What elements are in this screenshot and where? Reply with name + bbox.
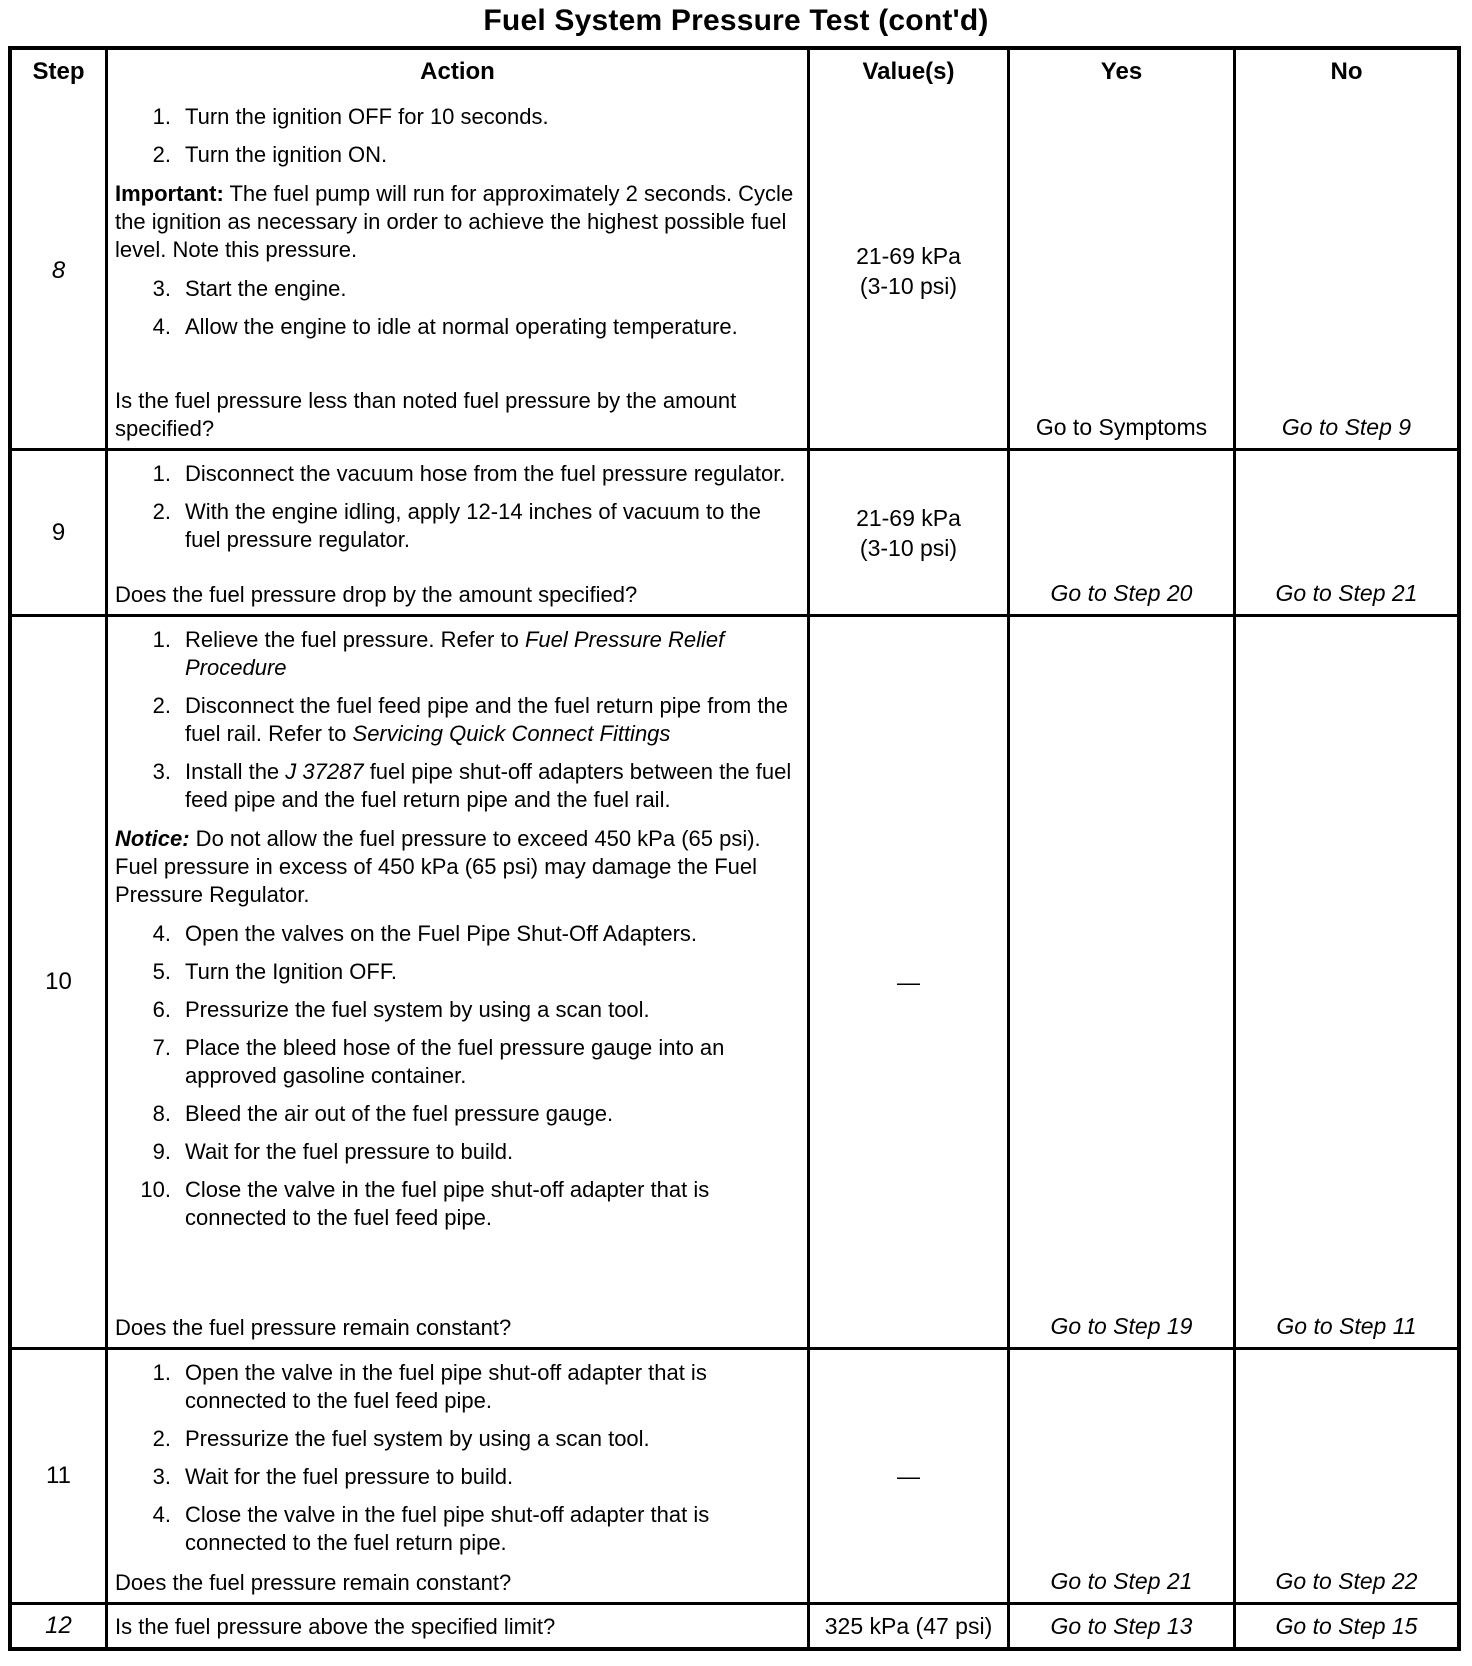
value-cell	[807, 617, 1007, 1347]
text-run: Is the fuel pressure less than noted fuel pressure by the amount specified?	[115, 388, 737, 441]
list-item-text	[185, 1463, 801, 1491]
no-cell	[1233, 1605, 1457, 1647]
value-line: (3-10 psi)	[859, 534, 958, 561]
list-item-text	[185, 920, 801, 948]
action-list-item	[113, 275, 801, 303]
list-item-text	[185, 1176, 801, 1232]
list-item-text	[185, 498, 801, 554]
action-cell	[105, 617, 807, 1347]
list-item-text	[185, 996, 801, 1024]
text-run: Pressurize the fuel system by using a scan tool.	[185, 1426, 650, 1451]
table-row	[12, 614, 1457, 1347]
list-item-text	[185, 1034, 801, 1090]
no-cell	[1233, 617, 1457, 1347]
goto-text: Go to Step 19	[1050, 1313, 1193, 1339]
list-item-text	[185, 1100, 801, 1128]
goto-text: Go to Step 15	[1275, 1613, 1418, 1639]
text-run: With the engine idling, apply 12-14 inches of vacuum to the fuel pressure regulator.	[185, 499, 762, 552]
text-run: Start the engine.	[185, 276, 347, 301]
list-item-text	[185, 103, 801, 131]
action-list-item	[113, 1034, 801, 1090]
action-list-item	[113, 920, 801, 948]
action-list-item	[113, 1501, 801, 1557]
value-cell	[807, 451, 1007, 614]
action-list-item	[113, 1176, 801, 1232]
value-line: 21-69 kPa	[856, 243, 961, 269]
action-question	[113, 579, 801, 611]
action-list-item	[113, 758, 801, 814]
action-list-item	[113, 498, 801, 554]
list-item-text	[185, 626, 801, 682]
table-row	[12, 1347, 1457, 1602]
text-run: Pressurize the fuel system by using a scan tool.	[185, 997, 650, 1022]
list-item-text	[185, 460, 801, 488]
action-cell	[105, 94, 807, 448]
list-item-number: 3.	[152, 276, 171, 301]
text-run: Open the valve in the fuel pipe shut-off adapter that is connected to the fuel feed pipe.	[185, 1360, 707, 1413]
table-header-row	[12, 50, 1457, 94]
list-item-text	[185, 1138, 801, 1166]
list-item-text	[185, 1425, 801, 1453]
list-item-number: 1.	[152, 104, 171, 129]
action-list-item	[113, 141, 801, 169]
yes-cell	[1007, 617, 1233, 1347]
text-run: Open the valves on the Fuel Pipe Shut-Off Adapters.	[185, 921, 698, 946]
list-item-number: 2.	[152, 142, 171, 167]
pressure-test-table	[8, 46, 1461, 1651]
value-line: 21-69 kPa	[856, 504, 961, 531]
text-run: Notice:	[115, 826, 190, 851]
action-list-item	[113, 1100, 801, 1128]
table-row	[12, 448, 1457, 614]
value-cell	[807, 94, 1007, 448]
text-run: Does the fuel pressure remain constant?	[115, 1315, 512, 1340]
text-run: Install the	[185, 759, 286, 784]
action-list-item	[113, 1463, 801, 1491]
list-item-number: 4.	[152, 314, 171, 339]
list-item-number: 5.	[152, 959, 171, 984]
list-item-number: 2.	[152, 499, 171, 524]
list-item-number: 1.	[152, 461, 171, 486]
step-cell: 10	[45, 968, 72, 995]
text-run: J 37287	[285, 759, 364, 784]
text-run: Wait for the fuel pressure to build.	[185, 1139, 514, 1164]
column-header-action: Action	[105, 50, 807, 94]
table-body	[12, 94, 1457, 1647]
step-cell: 9	[51, 518, 66, 546]
action-list-item	[113, 1138, 801, 1166]
goto-text: Go to Step 11	[1276, 1313, 1417, 1339]
goto-text: Go to Step 21	[1050, 1568, 1193, 1594]
action-list-item	[113, 626, 801, 682]
list-item-text	[185, 1501, 801, 1557]
text-run: Does the fuel pressure remain constant?	[115, 1570, 512, 1595]
action-paragraph	[113, 825, 801, 909]
action-list-item	[113, 460, 801, 488]
no-cell	[1233, 1350, 1457, 1602]
text-run: Fuel Pressure Relief Procedure	[185, 627, 725, 680]
action-list-item	[113, 996, 801, 1024]
action-question	[113, 1611, 801, 1643]
goto-text: Go to Symptoms	[1035, 414, 1208, 440]
list-item-text	[185, 141, 801, 169]
text-run: Turn the ignition ON.	[185, 142, 388, 167]
text-run: Important:	[115, 181, 224, 206]
yes-cell	[1007, 451, 1233, 614]
column-header-yes: Yes	[1007, 50, 1233, 94]
action-list-item	[113, 692, 801, 748]
text-run: Servicing Quick Connect Fittings	[352, 721, 671, 746]
value-line: (3-10 psi)	[859, 273, 958, 299]
action-list-item	[113, 1425, 801, 1453]
text-run: Bleed the air out of the fuel pressure gauge.	[185, 1101, 614, 1126]
value-line: —	[897, 1463, 920, 1489]
list-item-number: 1.	[152, 627, 171, 652]
goto-text: Go to Step 21	[1275, 580, 1418, 606]
value-line: —	[897, 969, 920, 995]
goto-text: Go to Step 13	[1050, 1613, 1193, 1639]
text-run: Disconnect the fuel feed pipe and the fuel return pipe from the fuel rail. Refer to	[185, 693, 788, 746]
action-list-item	[113, 103, 801, 131]
text-run: fuel pipe shut-off adapters between the fuel feed pipe and the fuel return pipe and the fuel rail.	[185, 759, 792, 812]
list-item-text	[185, 1359, 801, 1415]
column-header-no: No	[1233, 50, 1457, 94]
text-run: Do not allow the fuel pressure to exceed 450 kPa (65 psi). Fuel pressure in excess of 450 kPa (65 psi) may damage the Fuel Pressure Regulator.	[115, 826, 761, 907]
action-cell	[105, 451, 807, 614]
action-paragraph	[113, 180, 801, 264]
column-header-step: Step	[32, 58, 85, 85]
action-list-item	[113, 1359, 801, 1415]
list-item-number: 2.	[152, 693, 171, 718]
text-run: Does the fuel pressure drop by the amount specified?	[115, 582, 638, 607]
step-cell: 12	[45, 1612, 72, 1639]
list-item-number: 1.	[152, 1360, 171, 1385]
table-row	[12, 1602, 1457, 1647]
goto-text: Go to Step 9	[1281, 414, 1412, 440]
text-run: Close the valve in the fuel pipe shut-off adapter that is connected to the fuel return pipe.	[185, 1502, 710, 1555]
no-cell	[1233, 94, 1457, 448]
text-run: Close the valve in the fuel pipe shut-off adapter that is connected to the fuel feed pipe.	[185, 1177, 710, 1230]
step-cell: 8	[51, 257, 66, 284]
list-item-number: 10.	[140, 1177, 171, 1202]
list-item-number: 3.	[152, 1464, 171, 1489]
action-list-item	[113, 958, 801, 986]
list-item-number: 4.	[152, 921, 171, 946]
list-item-number: 2.	[152, 1426, 171, 1451]
yes-cell	[1007, 94, 1233, 448]
column-header-values: Value(s)	[807, 50, 1007, 94]
action-question	[113, 1567, 801, 1599]
list-item-number: 3.	[152, 759, 171, 784]
page-title: Fuel System Pressure Test (cont'd)	[483, 4, 989, 37]
text-run: Allow the engine to idle at normal operating temperature.	[185, 314, 738, 339]
value-cell	[807, 1605, 1007, 1647]
list-item-number: 4.	[152, 1502, 171, 1527]
text-run: Turn the Ignition OFF.	[185, 959, 397, 984]
text-run: Wait for the fuel pressure to build.	[185, 1464, 514, 1489]
step-cell: 11	[46, 1462, 71, 1489]
value-line: 325 kPa (47 psi)	[824, 1613, 993, 1639]
text-run: Place the bleed hose of the fuel pressure gauge into an approved gasoline container.	[185, 1035, 725, 1088]
list-item-text	[185, 958, 801, 986]
list-item-text	[185, 313, 801, 341]
list-item-text	[185, 692, 801, 748]
list-item-number: 8.	[152, 1101, 171, 1126]
list-item-number: 6.	[152, 997, 171, 1022]
action-question	[113, 1312, 801, 1344]
list-item-number: 9.	[152, 1139, 171, 1164]
action-cell	[105, 1350, 807, 1602]
yes-cell	[1007, 1605, 1233, 1647]
text-run: Relieve the fuel pressure. Refer to	[185, 627, 525, 652]
action-question	[113, 385, 801, 445]
goto-text: Go to Step 20	[1050, 580, 1193, 606]
value-cell	[807, 1350, 1007, 1602]
goto-text: Go to Step 22	[1275, 1568, 1418, 1594]
yes-cell	[1007, 1350, 1233, 1602]
list-item-text	[185, 275, 801, 303]
list-item-number: 7.	[152, 1035, 171, 1060]
table-row	[12, 94, 1457, 448]
action-list-item	[113, 313, 801, 341]
action-cell	[105, 1605, 807, 1647]
list-item-text	[185, 758, 801, 814]
text-run: The fuel pump will run for approximately 2 seconds. Cycle the ignition as necessary in order to achieve the highest possible fuel level. Note this pressure.	[115, 181, 794, 262]
text-run: Is the fuel pressure above the specified limit?	[115, 1613, 556, 1639]
text-run: Turn the ignition OFF for 10 seconds.	[185, 104, 549, 129]
no-cell	[1233, 451, 1457, 614]
text-run: Disconnect the vacuum hose from the fuel pressure regulator.	[185, 461, 786, 486]
